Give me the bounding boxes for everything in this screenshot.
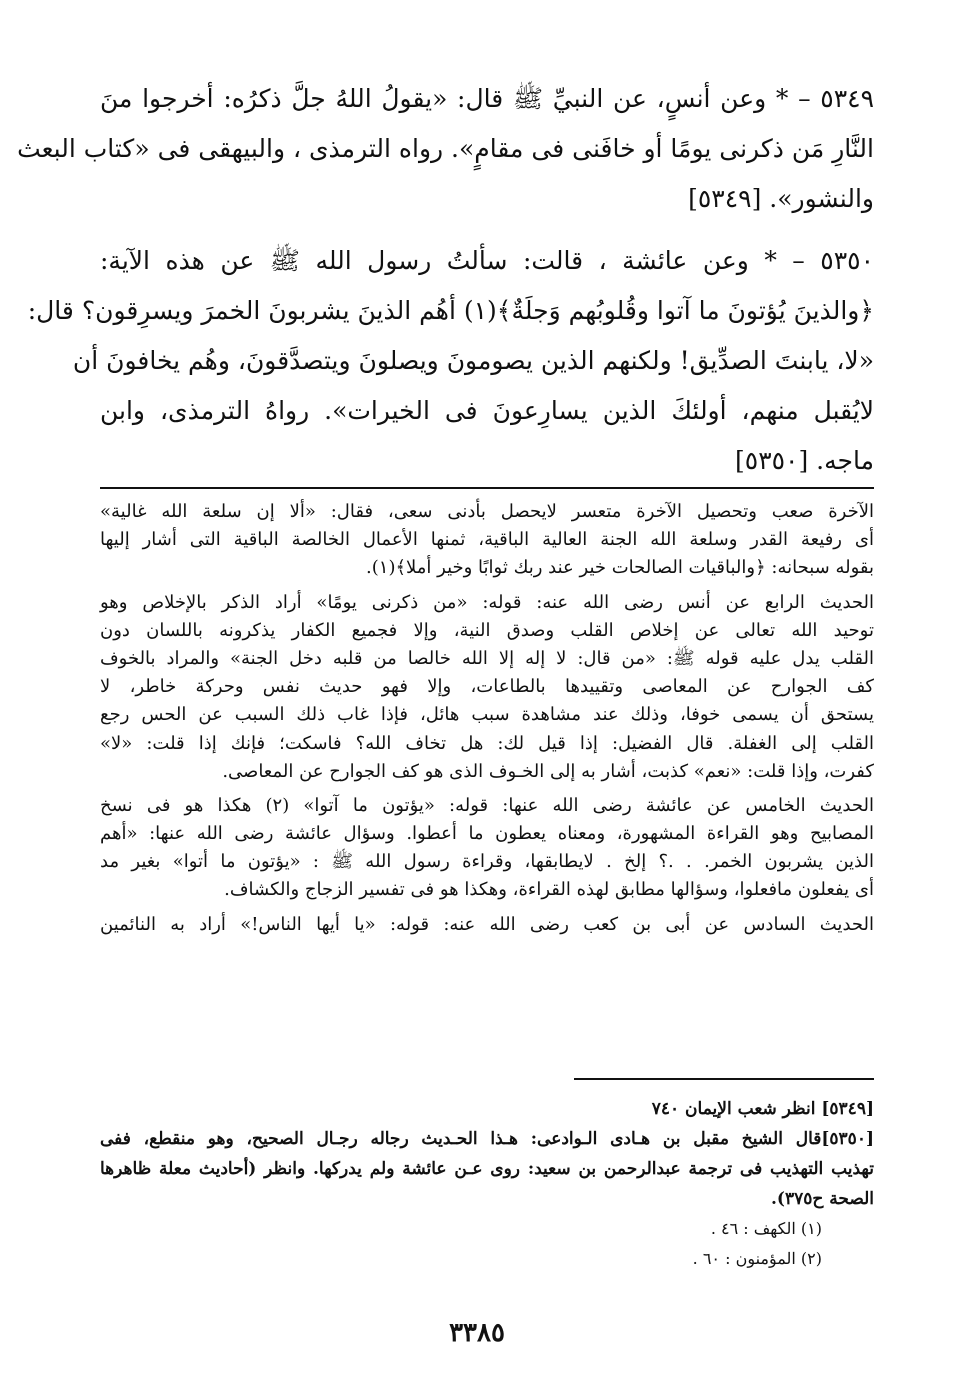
divider-line	[100, 487, 874, 489]
hadith-5349	[17, 74, 874, 224]
hadith-line: ﴿والذينَ يُؤتونَ ما آتوا وقُلوبُهم وَجلَةٌ﴾(١) أهُم الذينَ يشربونَ الخمرَ ويسرِقون؟ قال:	[27, 296, 874, 325]
hadith-line: ٥٣٤٩ – * وعن أنسٍ، عن النبيِّ ﷺ قال: «يقولُ اللهُ جلَّ ذكرُه: أخرجوا منَ	[100, 84, 874, 113]
commentary-line: الحديث السادس عن أبى بن كعب رضى الله عنه: قوله: «يا أيها الناس!» أراد به النائمين	[100, 913, 874, 935]
footnote-ref-5350-line: [٥٣٥٠]قال الشيخ مقبل بن هـادى الـوادعى: هـذا الحـديث رجاله رجـال الصحيح، وهو منقطع، ففى	[100, 1129, 874, 1149]
commentary-paragraph	[100, 792, 874, 905]
commentary-line: الحديث الرابع عن أنس رضى الله عنه: قوله: «من ذكرنى يومًا» أراد الذكر بالإخلاص وهو	[100, 591, 874, 613]
footnote-ref-5350-line: الصحة ح٣٧٥).	[771, 1189, 874, 1209]
commentary-line: الآخرة صعب وتحصيل الآخرة متعسر لايحصل بأدنى سعى، فقال: «ألا إن سلعة الله غالية»	[100, 501, 874, 522]
commentary-line: كف الجوارح عن المعاصى وتقييدها بالطاعات، وإلا فهو حديث نفس وحركة خاطر، لا	[100, 676, 874, 698]
commentary-section	[100, 498, 874, 945]
page-number: ٣٣٨٥	[449, 1318, 505, 1348]
footnotes-section	[100, 1094, 874, 1274]
commentary-line: القلب يدل عليه قوله ﷺ: «من قال: لا إله إلا الله خالصا من قلبه دخل الجنة» والمراد بالخوف	[100, 647, 874, 669]
footnote-divider	[574, 1078, 874, 1080]
hadith-line: ماجه. [٥٣٥٠]	[735, 446, 874, 475]
commentary-line: القلب إلى الغفلة. قال الفضيل: إذا قيل لك: هل تخاف الله؟ فاسكت؛ فإنك إذا قلت: «لا»	[100, 732, 874, 754]
hadith-5350	[27, 236, 874, 486]
footnote-1: (١) الكهف : ٤٦ .	[710, 1219, 822, 1238]
commentary-line: المصابيح وهو القراءة المشهورة، ومعناه يعطون ما أعطوا. وسؤال عائشة رضى الله عنها: «أهم	[100, 823, 874, 845]
commentary-line: يستحق أن يسمى خوفا، وذلك عند مشاهدة سبب هائل، فإذا غاب ذلك السبب عن الحس رجع	[100, 704, 874, 726]
hadith-line: النَّارِ مَن ذكرنى يومًا أو خافَنى فى مقامٍ». رواه الترمذى ، والبيهقى فى «كتاب البعث	[17, 134, 874, 163]
hadith-line: لايُقبل منهم، أولئكَ الذين يسارِعونَ فى الخيرات». رواهُ الترمذى، وابن	[100, 396, 874, 425]
commentary-line: بقوله سبحانه: ﴿والباقيات الصالحات خير عند ربك ثوابًا وخير أملا﴾(١).	[366, 557, 874, 579]
commentary-line: أى رفيعة القدر وسلعة الله الجنة العالية الباقية، ثمنها الأعمال الخالصة الباقية التى أشار إليها	[100, 529, 874, 551]
footnote-2: (٢) المؤمنون : ٦٠ .	[692, 1249, 822, 1268]
footnote-ref-5349: [٥٣٤٩] انظر شعب الإيمان ٧٤٠	[651, 1099, 874, 1119]
commentary-line: كفرت، وإذا قلت: «نعم» كذبت، أشار به إلى الخـوف الذى هو كف الجوارح عن المعاصى.	[222, 760, 874, 782]
hadith-line: «لا، يابنتَ الصدِّيق! ولكنهم الذين يصومونَ ويصلونَ ويتصدَّقونَ، وهُم يخافونَ أن	[72, 346, 874, 375]
commentary-paragraph	[100, 498, 874, 583]
commentary-paragraph	[100, 911, 874, 939]
commentary-paragraph	[100, 589, 874, 786]
commentary-line: توحيد الله تعالى عن إخلاص القلب وصدق النية، وإلا فجميع الكفار يذكرونه باللسان دون	[100, 619, 874, 641]
hadith-line: ٥٣٥٠ – * وعن عائشة ، قالت: سألتُ رسول الله ﷺ عن هذه الآية:	[100, 246, 874, 275]
commentary-line: أى يفعلون مافعلوا، وسؤالها مطابق لهذه القراءة، وهكذا هو فى تفسير الزجاج والكشاف.	[224, 879, 874, 901]
commentary-line: الحديث الخامس عن عائشة رضى الله عنها: قوله: «يؤتون ما آتوا» (٢) هكذا هو فى نسخ	[100, 794, 874, 816]
footnote-ref-5350-line: تهذيب التهذيب فى ترجمة عبدالرحمن بن سعيد: روى عـن عائشة ولم يدركها. وانظر (أحاديث معلة ظاهرها	[100, 1159, 874, 1179]
commentary-line: الذين يشربون الخمر. . .؟ إلخ . لايطابقها، وقراءة رسول الله ﷺ : «يؤتون ما أتوا» بغير مد	[100, 851, 874, 873]
hadith-line: والنشور». [٥٣٤٩]	[688, 184, 874, 213]
